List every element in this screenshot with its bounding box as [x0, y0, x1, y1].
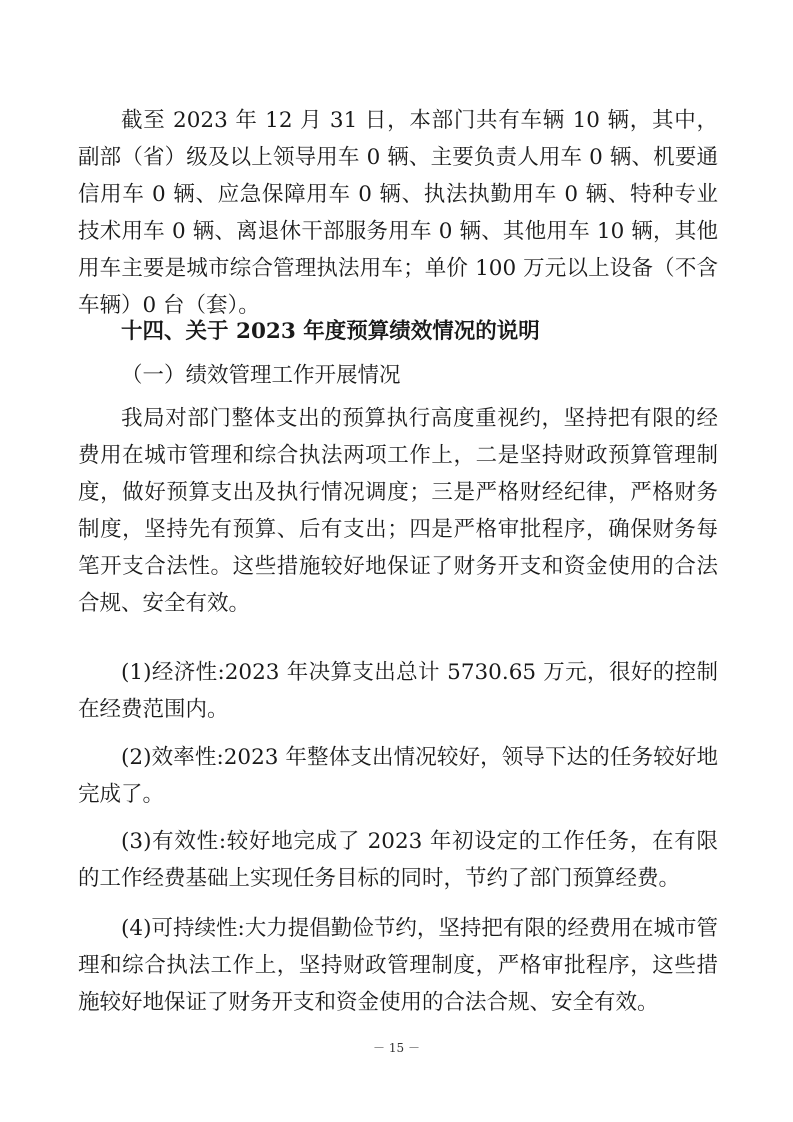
paragraph-effectiveness: (3)有效性:较好地完成了 2023 年初设定的工作任务，在有限的工作经费基础上实现任务目标的同时，节约了部门预算经费。 — [78, 829, 718, 891]
subheading-performance: （一）绩效管理工作开展情况 — [121, 363, 401, 388]
paragraph-vehicles: 截至 2023 年 12 月 31 日，本部门共有车辆 10 辆，其中，副部（省）级及以上领导用车 0 辆、主要负责人用车 0 辆、机要通信用车 0 辆、应急保障用车 0 辆、执法执勤用车 0 辆、特种专业技术用车 0 辆、离退休干部服务用车 0 辆、其他用车 10 辆，其他用车主要是城市综合管理执法用车；单价 100 万元以上设备（不含车辆）0 台（套）。 — [78, 108, 718, 318]
paragraph-sustainability: (4)可持续性:大力提倡勤俭节约，坚持把有限的经费用在城市管理和综合执法工作上，坚持财政管理制度，严格审批程序，这些措施较好地保证了财务开支和资金使用的合法合规、安全有效。 — [78, 916, 718, 1015]
page-number: － 15 － — [373, 1041, 420, 1055]
paragraph-intro: 我局对部门整体支出的预算执行高度重视约，坚持把有限的经费用在城市管理和综合执法两项工作上，二是坚持财政预算管理制度，做好预算支出及执行情况调度；三是严格财经纪律，严格财务制度，坚持先有预算、后有支出；四是严格审批程序，确保财务每笔开支合法性。这些措施较好地保证了财务开支和资金使用的合法合规、安全有效。 — [78, 406, 718, 616]
paragraph-efficiency: (2)效率性:2023 年整体支出情况较好，领导下达的任务较好地完成了。 — [78, 745, 718, 807]
section-heading: 十四、关于 2023 年度预算绩效情况的说明 — [121, 319, 540, 344]
paragraph-economy: (1)经济性:2023 年决算支出总计 5730.65 万元，很好的控制在经费范围内。 — [78, 660, 718, 722]
